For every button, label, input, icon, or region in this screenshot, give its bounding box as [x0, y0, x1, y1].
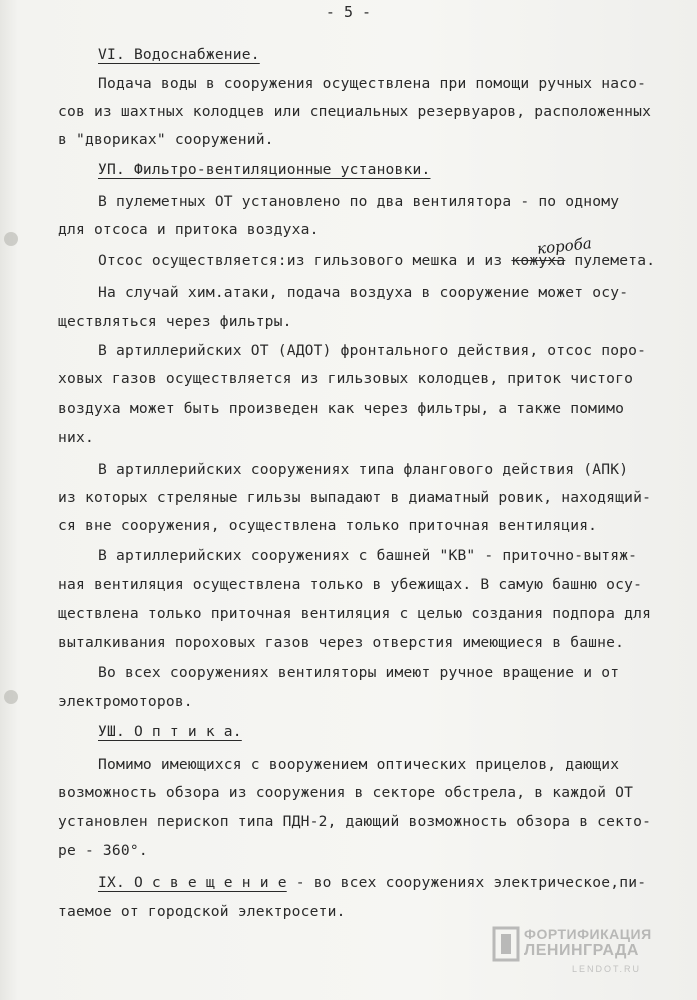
punch-hole-mark	[4, 690, 18, 704]
paragraph-line: ся вне сооружения, осуществлена только приточная вентиляция.	[58, 517, 598, 534]
paragraph-line: ре - 360°.	[58, 842, 148, 859]
paragraph-line: выталкивания пороховых газов через отверстия имеющиеся в башне.	[58, 634, 625, 651]
paragraph-line: Подача воды в сооружения осуществлена при помощи ручных насо-	[98, 75, 647, 92]
section-lighting-line	[98, 872, 646, 894]
paragraph-line-end: пулемета.	[574, 252, 656, 269]
paragraph-line: ществляться через фильтры.	[58, 313, 292, 330]
paragraph-line-start: Отсос осуществляется:из гильзового мешка и из	[98, 252, 503, 269]
paragraph-line-tail: - во всех сооружениях электрическое,пи-	[295, 874, 647, 891]
paragraph-line: ществлена только приточная вентиляция с целью создания подпора для	[58, 605, 652, 622]
watermark-logo-icon	[492, 926, 520, 962]
paragraph-line: электромоторов.	[58, 693, 193, 710]
paragraph-line: из которых стреляные гильзы выпадают в диаматный ровик, находящий-	[58, 489, 652, 506]
section-heading-water-supply: VI. Водоснабжение.	[98, 46, 260, 63]
paragraph-line: таемое от городской электросети.	[58, 903, 346, 920]
paragraph-line: в "двориках" сооружений.	[58, 131, 274, 148]
paragraph-line: установлен перископ типа ПДН-2, дающий возможность обзора в секто-	[58, 813, 652, 830]
handwritten-correction: короба	[536, 234, 593, 258]
section-heading-lighting: IX. О с в е щ е н и е	[98, 874, 287, 891]
page-number: - 5 -	[325, 3, 372, 21]
paragraph-line: В артиллерийских ОТ (АДОТ) фронтального действия, отсос поро-	[98, 342, 647, 359]
punch-hole-mark	[4, 232, 18, 246]
paragraph-line: для отсоса и притока воздуха.	[58, 221, 319, 238]
paragraph-line: воздуха может быть произведен как через фильтры, а также помимо	[58, 400, 625, 417]
struck-word: кожуха	[511, 252, 566, 269]
section-heading-optics: УШ. О п т и к а.	[98, 723, 242, 740]
paragraph-line: Помимо имеющихся с вооружением оптических прицелов, дающих	[98, 756, 620, 773]
watermark-text-line3: LENDOT.RU	[572, 964, 642, 974]
paragraph-line: В артиллерийских сооружениях типа флангового действия (АПК)	[98, 461, 629, 478]
paragraph-line: В артиллерийских сооружениях с башней "КВ" - приточно-вытяж-	[98, 547, 638, 564]
paragraph-line: них.	[58, 429, 94, 446]
paragraph-line: В пулеметных ОТ установлено по два вентилятора - по одному	[98, 193, 620, 210]
watermark-text-line2: ЛЕНИНГРАДА	[524, 942, 639, 959]
paragraph-line: возможность обзора из сооружения в секторе обстрела, в каждой ОТ	[58, 784, 634, 801]
paragraph-line: ховых газов осуществляется из гильзовых колодцев, приток чистого	[58, 370, 634, 387]
paragraph-line: ная вентиляция осуществлена только в убежищах. В самую башню осу-	[58, 576, 643, 593]
section-heading-ventilation: УП. Фильтро-вентиляционные установки.	[98, 161, 431, 178]
watermark-text-line1: ФОРТИФИКАЦИЯ	[524, 926, 652, 942]
paragraph-line: На случай хим.атаки, подача воздуха в сооружение может осу-	[98, 284, 629, 301]
paragraph-line: Во всех сооружениях вентиляторы имеют ручное вращение и от	[98, 664, 620, 681]
paragraph-line: сов из шахтных колодцев или специальных резервуаров, расположенных	[58, 103, 652, 120]
site-watermark	[492, 924, 677, 984]
